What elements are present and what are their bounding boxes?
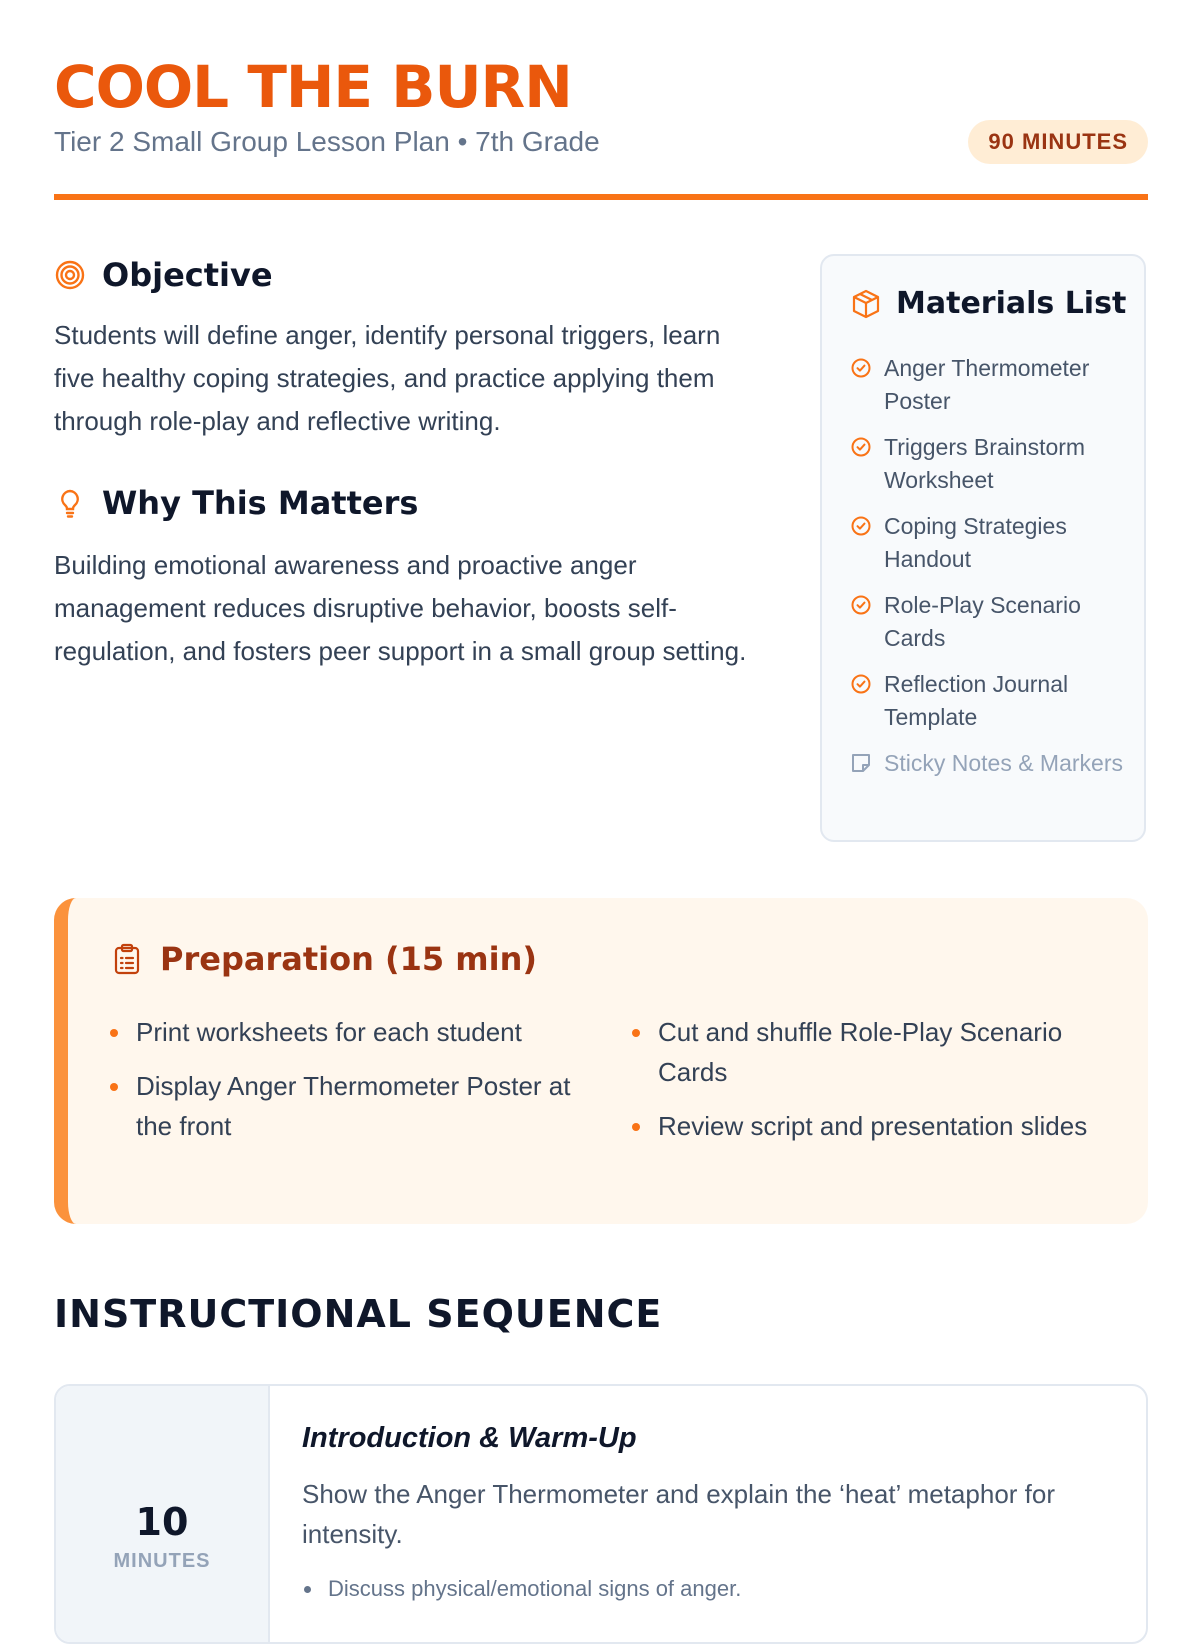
preparation-heading-label: Preparation (15 min): [160, 940, 537, 978]
materials-item: Role-Play Scenario Cards: [850, 589, 1130, 655]
preparation-item: Cut and shuffle Role-Play Scenario Cards: [632, 1012, 1102, 1092]
preparation-heading: [110, 940, 537, 978]
package-icon: [850, 288, 882, 320]
lightbulb-icon: [54, 487, 86, 519]
preparation-list-right: [632, 1012, 1102, 1160]
page-title: COOL THE BURN: [54, 53, 572, 121]
clipboard-icon: [110, 942, 144, 976]
step-bullet: Discuss physical/emotional signs of anger.: [302, 1572, 1102, 1606]
step-title: Introduction & Warm-Up: [302, 1422, 637, 1454]
check-circle-icon: [850, 594, 872, 616]
preparation-card: [54, 898, 1148, 1224]
materials-card: [820, 254, 1146, 842]
materials-heading-label: Materials List: [896, 286, 1127, 321]
materials-item: Triggers Brainstorm Worksheet: [850, 431, 1130, 497]
sequence-title: INSTRUCTIONAL SEQUENCE: [54, 1292, 663, 1336]
check-circle-icon: [850, 436, 872, 458]
preparation-item: Print worksheets for each student: [110, 1012, 580, 1052]
sticky-note-icon: [850, 752, 872, 774]
check-circle-icon: [850, 357, 872, 379]
why-text: Building emotional awareness and proactive anger management reduces disruptive behavior, boosts self-regulation, and fosters peer support in a small group setting.: [54, 550, 747, 666]
materials-item: Sticky Notes & Markers: [850, 747, 1130, 780]
objective-heading: [54, 256, 273, 294]
sequence-step: [54, 1384, 1148, 1644]
materials-item: Coping Strategies Handout: [850, 510, 1130, 576]
check-circle-icon: [850, 673, 872, 695]
materials-list: [850, 352, 1130, 793]
objective-text: Students will define anger, identify personal triggers, learn five healthy coping strategies, and practice applying them through role-play and reflective writing.: [54, 320, 721, 436]
why-heading: [54, 484, 418, 522]
step-bullets: [302, 1572, 1102, 1606]
duration-badge: 90 MINUTES: [968, 120, 1148, 164]
step-minutes-unit: MINUTES: [113, 1550, 211, 1572]
target-icon: [54, 259, 86, 291]
step-description: Show the Anger Thermometer and explain the ‘heat’ metaphor for intensity.: [302, 1479, 1055, 1549]
materials-item: Anger Thermometer Poster: [850, 352, 1130, 418]
preparation-list-left: [110, 1012, 580, 1160]
why-heading-label: Why This Matters: [102, 484, 419, 522]
materials-item: Reflection Journal Template: [850, 668, 1130, 734]
header-divider: [54, 194, 1148, 200]
step-minutes: 10: [135, 1500, 189, 1544]
preparation-item: Display Anger Thermometer Poster at the front: [110, 1066, 580, 1146]
page-subtitle: Tier 2 Small Group Lesson Plan • 7th Grade: [54, 126, 600, 157]
materials-heading: [850, 286, 1126, 321]
check-circle-icon: [850, 515, 872, 537]
objective-heading-label: Objective: [102, 256, 273, 294]
preparation-item: Review script and presentation slides: [632, 1106, 1102, 1146]
